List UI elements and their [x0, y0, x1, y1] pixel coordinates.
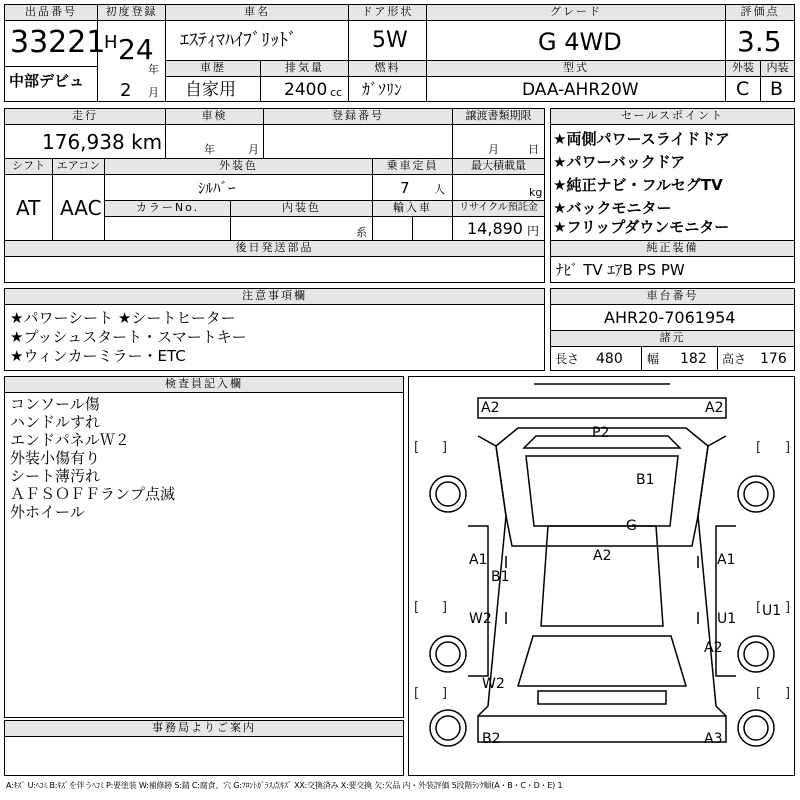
fuel: ｶﾞｿﾘﾝ: [362, 80, 403, 99]
model-code-header: 型式: [426, 60, 726, 77]
capacity: 7: [400, 179, 410, 197]
damage-mark: A2: [705, 400, 724, 416]
inspection-header: 車検: [165, 108, 264, 125]
model-code: DAA-AHR20W: [522, 80, 639, 100]
grade-header: グレード: [426, 4, 726, 21]
mileage-header: 走行: [4, 108, 166, 125]
sales-item: ★両側パワースライドドア: [553, 130, 730, 148]
bracket-mark: [: [756, 440, 762, 455]
height-label: 高さ: [722, 352, 747, 366]
color-no-header: カラーNo.: [104, 200, 231, 217]
lot-number: 33221: [10, 25, 106, 60]
width: 182: [680, 351, 707, 367]
damage-mark: W2: [469, 611, 492, 627]
int-color-header: 内装色: [230, 200, 373, 217]
bracket-mark: ]: [785, 440, 791, 455]
transfer-month-unit: 月: [488, 143, 499, 156]
lot-no-header: 出品番号: [4, 4, 98, 21]
height: 176: [760, 351, 787, 367]
after-parts-header: 後日発送部品: [4, 240, 545, 257]
reg-month: 2: [120, 80, 132, 101]
capacity-header: 乗車定員: [372, 158, 453, 175]
damage-mark: G: [626, 518, 637, 534]
int-color-unit: 系: [356, 226, 367, 239]
ext-grade: C: [736, 78, 750, 100]
length-label: 長さ: [555, 352, 580, 366]
history: 自家用: [185, 80, 236, 100]
ext-color: ｼﾙﾊﾞｰ: [198, 179, 236, 197]
caution-line: ★パワーシート ★シートヒーター: [10, 309, 236, 327]
genuine-equipment: ﾅﾋﾞ TV ｴｱB PS PW: [556, 261, 685, 279]
inspector-line: シート薄汚れ: [10, 467, 101, 485]
inspector-line: コンソール傷: [10, 395, 100, 413]
bracket-mark: ]: [785, 686, 791, 701]
legend-text: A:ｷｽﾞ U:ﾍｺﾐ B:ｷｽﾞを伴うﾍｺﾐ P:要塗装 W:補修跡 S:錆 C:腐食、穴 G:ﾌﾛﾝﾄｶﾞﾗｽ点ｷｽﾞ XX:交換済み X:要交換 欠:欠品 内・外装評価 5段階ﾗﾝｸ順(A・B・C・D・E) 1: [6, 781, 563, 790]
damage-mark: A2: [704, 640, 723, 656]
inspector-line: エンドパネルＷ２: [10, 431, 130, 449]
int-grade-header: 内装: [760, 60, 795, 77]
score-header: 評価点: [725, 4, 795, 21]
sales-item: ★純正ナビ・フルセグTV: [553, 176, 723, 194]
length: 480: [596, 351, 623, 367]
inspector-line: ＡＦＳＯＦＦランプ点滅: [10, 485, 176, 503]
reg-year: 24: [118, 33, 154, 66]
capacity-unit: 人: [434, 183, 445, 196]
model-name: ｴｽﾃｨﾏﾊｲﾌﾞﾘｯﾄﾞ: [180, 30, 297, 51]
damage-mark: A1: [717, 552, 736, 568]
int-grade: B: [770, 78, 784, 100]
inspection-year-unit: 年: [204, 143, 215, 156]
transfer-day-unit: 日: [528, 143, 539, 156]
damage-mark: B1: [491, 569, 510, 585]
sales-header: セールスポイント: [550, 108, 795, 125]
caution-line: ★プッシュスタート・スマートキー: [10, 328, 247, 346]
bracket-mark: [: [414, 600, 420, 615]
damage-mark: P2: [592, 425, 610, 441]
bracket-mark: [: [414, 440, 420, 455]
sales-item: ★フリップダウンモニター: [553, 218, 730, 236]
shift: AT: [16, 196, 41, 220]
reg-year-unit: 年: [148, 63, 159, 76]
chassis-number: AHR20-7061954: [604, 308, 736, 327]
damage-mark: U1: [717, 611, 737, 627]
displacement: 2400: [284, 80, 328, 100]
damage-mark: B2: [482, 731, 501, 747]
import-header: 輸入車: [372, 200, 453, 217]
model-name-header: 車名: [165, 4, 349, 21]
bracket-mark: ]: [442, 440, 448, 455]
ac: AAC: [60, 196, 102, 220]
office-header: 事務局よりご案内: [4, 720, 404, 737]
damage-mark: A2: [481, 400, 500, 416]
chassis-header: 車台番号: [550, 288, 795, 305]
debut-label: 中部デビュ: [9, 72, 85, 90]
displacement-unit: cc: [330, 86, 343, 99]
fuel-header: 燃料: [348, 60, 427, 77]
bracket-mark: [: [756, 600, 762, 615]
bracket-mark: ]: [442, 600, 448, 615]
bracket-mark: [: [414, 686, 420, 701]
load-header: 最大積載量: [452, 158, 545, 175]
dims-header: 諸元: [550, 330, 795, 347]
bracket-mark: [: [756, 686, 762, 701]
inspector-line: 外装小傷有り: [10, 449, 101, 467]
displacement-header: 排気量: [260, 60, 349, 77]
recycle-header: リサイクル預託金: [452, 200, 545, 217]
reg-no-header: 登録番号: [263, 108, 453, 125]
shift-header: シフト: [4, 158, 53, 175]
inspector-line: 外ホイール: [10, 503, 85, 521]
recycle-fee: 14,890: [467, 219, 523, 238]
damage-mark: A1: [469, 552, 488, 568]
ac-header: エアコン: [52, 158, 105, 175]
bracket-mark: ]: [785, 600, 791, 615]
history-header: 車歴: [165, 60, 261, 77]
sales-item: ★バックモニター: [553, 199, 672, 217]
era-mark: H: [104, 32, 118, 53]
width-label: 幅: [647, 352, 660, 366]
load-unit: kg: [529, 186, 543, 199]
grade: G 4WD: [538, 28, 622, 56]
inspector-header: 検査員記入欄: [4, 376, 404, 393]
reg-month-unit: 月: [148, 86, 159, 99]
genuine-header: 純正装備: [550, 240, 795, 257]
caution-header: 注意事項欄: [4, 288, 545, 305]
score: 3.5: [737, 25, 782, 58]
bracket-mark: ]: [442, 686, 448, 701]
door-type: 5W: [372, 28, 408, 53]
damage-mark: A2: [593, 548, 612, 564]
door-header: ドア形状: [348, 4, 427, 21]
inspection-month-unit: 月: [248, 143, 259, 156]
damage-mark: W2: [482, 676, 505, 692]
damage-mark: A3: [704, 731, 723, 747]
first-reg-header: 初度登録: [97, 4, 166, 21]
mileage: 176,938 km: [42, 130, 163, 154]
ext-grade-header: 外装: [725, 60, 761, 77]
inspector-line: ハンドルすれ: [10, 413, 101, 431]
sales-item: ★パワーバックドア: [553, 153, 686, 171]
caution-line: ★ウィンカーミラー・ETC: [10, 347, 186, 365]
damage-mark: B1: [636, 472, 655, 488]
damage-mark: U1: [762, 603, 782, 619]
recycle-unit: 円: [527, 224, 540, 238]
transfer-header: 譲渡書類期限: [452, 108, 545, 125]
ext-color-header: 外装色: [104, 158, 373, 175]
